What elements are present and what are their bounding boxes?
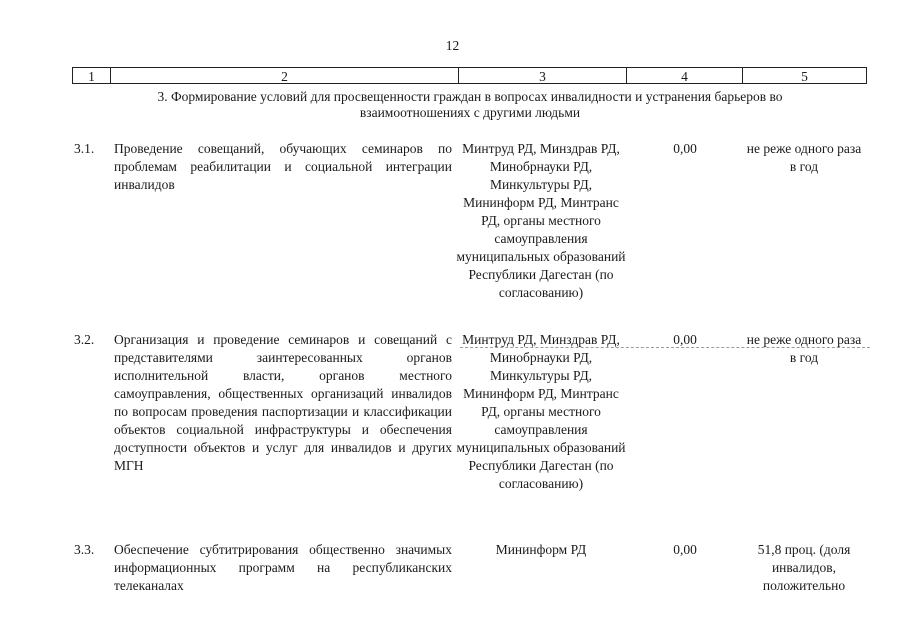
row-number: 3.3. <box>74 542 95 557</box>
row-number: 3.2. <box>74 332 95 347</box>
row-description: Обеспечение субтитрирования общественно значимых информационных программ на республиканских телеканалах <box>114 542 452 593</box>
row-description: Проведение совещаний, обучающих семинаров по проблемам реабилитации и социальной интеграции инвалидов <box>114 141 452 192</box>
row-executors: Минтруд РД, Минздрав РД, Минобрнауки РД, Минкультуры РД, Мининформ РД, Минтранс РД, органы местного самоуправления муниципальных образований Республики Дагестан (по согласованию) <box>456 141 626 300</box>
header-col-1: 1 <box>72 67 110 84</box>
row-term: не реже одного раза в год <box>746 332 862 365</box>
row-executors: Минтруд РД, Минздрав РД, Минобрнауки РД, Минкультуры РД, Мининформ РД, Минтранс РД, органы местного самоуправления муниципальных образований Республики Дагестан (по согласованию) <box>456 332 626 491</box>
row-term: 51,8 проц. (доля инвалидов, положительно <box>757 542 851 593</box>
row-description: Организация и проведение семинаров и совещаний с представителями заинтересованных органов исполнительной власти, органов местного самоуправления, общественных организаций инвалидов по вопросам проведения паспортизации и классификации объектов социальной инфраструктуры и обеспечения доступности объектов и услуг для инвалидов и других МГН <box>114 332 452 473</box>
header-col-2: 2 <box>110 67 458 84</box>
scan-artifact-line <box>460 347 870 348</box>
row-number: 3.1. <box>74 141 95 156</box>
header-col-3: 3 <box>458 67 626 84</box>
header-col-5: 5 <box>742 67 867 84</box>
row-funds: 0,00 <box>673 141 697 156</box>
row-term: не реже одного раза в год <box>746 141 862 174</box>
row-funds: 0,00 <box>673 332 697 347</box>
section-title: 3. Формирование условий для просвещенности граждан в вопросах инвалидности и устранения барьеров во взаимоотношениях с другими людьми <box>157 89 783 120</box>
row-executors: Мининформ РД <box>495 542 587 557</box>
page-number: 12 <box>445 38 460 53</box>
row-funds: 0,00 <box>673 542 697 557</box>
header-col-4: 4 <box>626 67 742 84</box>
